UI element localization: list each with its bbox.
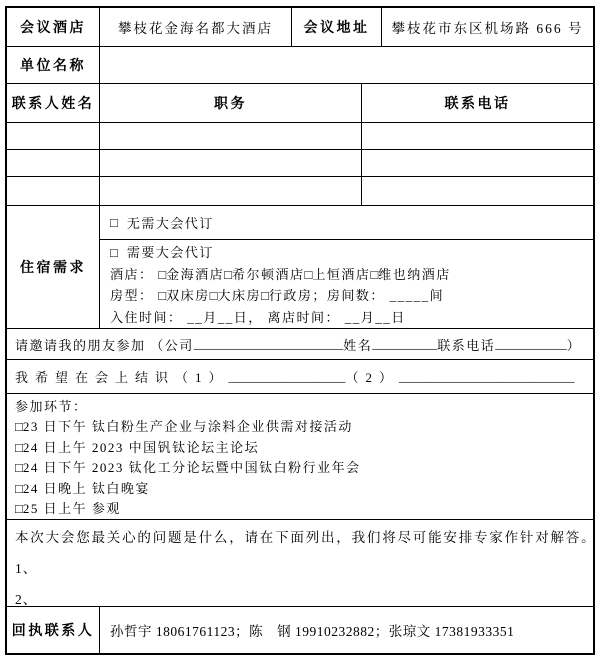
accommodation-options xyxy=(100,206,593,328)
accommodation-row xyxy=(7,206,593,329)
checkbox-icon[interactable]: □ xyxy=(304,266,313,282)
meet-second-label: （2） xyxy=(345,370,400,385)
participation-title: 参加环节： xyxy=(15,399,88,414)
participation-item[interactable] xyxy=(15,499,593,519)
contact-name-cell[interactable] xyxy=(7,123,100,149)
participation-item[interactable] xyxy=(15,417,593,437)
close-paren: ） xyxy=(566,337,582,353)
company-blank[interactable]: _______________________ xyxy=(193,336,344,351)
participation-item-label: 24 日晚上 钛白晚宴 xyxy=(22,480,150,496)
company-row xyxy=(7,47,593,84)
participation-item-label: 23 日下午 钛白粉生产企业与涂料企业供需对接活动 xyxy=(22,419,353,435)
hotel-options-prefix: 酒店： xyxy=(110,266,159,282)
friend-name-label: 姓名 xyxy=(343,337,373,353)
hotel-option-label: 希尔顿酒店 xyxy=(232,266,305,282)
friend-phone-label: 联系电话 xyxy=(437,337,496,353)
checkbox-icon[interactable]: □ xyxy=(15,419,23,435)
contact-title-cell[interactable] xyxy=(100,177,362,205)
hotel-option-label: 维也纳酒店 xyxy=(378,266,451,282)
contact-phone-cell[interactable] xyxy=(362,123,593,149)
no-booking-label: 无需大会代订 xyxy=(126,216,214,231)
room-option-label: 双床房 xyxy=(166,288,210,303)
address-label: 会议地址 xyxy=(292,8,382,46)
reply-contact-label: 回执联系人 xyxy=(7,607,100,653)
company-label: 单位名称 xyxy=(7,47,100,83)
hotel-name: 攀枝花金海名都大酒店 xyxy=(100,8,292,46)
checkbox-icon[interactable]: □ xyxy=(224,266,232,282)
need-booking-label: 需要大会代订 xyxy=(126,245,214,260)
checkin-dates-line[interactable]: 入住时间： __月__日， 离店时间： __月__日 xyxy=(110,309,406,325)
meet-blank-1[interactable]: __________________ xyxy=(228,368,346,384)
room-count-blank[interactable]: ；房间数： _____间 xyxy=(312,288,445,303)
no-booking-option[interactable] xyxy=(100,206,593,240)
company-value-cell[interactable] xyxy=(100,47,593,83)
checkbox-icon[interactable]: □ xyxy=(15,439,23,455)
friend-name-blank[interactable]: __________ xyxy=(372,336,438,351)
participation-item[interactable] xyxy=(15,479,593,499)
participation-item-label: 25 日上午 参观 xyxy=(22,501,121,517)
reply-contact-row xyxy=(7,607,593,653)
contact-header-row xyxy=(7,84,593,123)
room-type-line xyxy=(110,285,593,307)
contact-phone-header: 联系电话 xyxy=(444,97,511,112)
room-option-label: 大床房 xyxy=(217,288,262,303)
checkbox-icon[interactable]: □ xyxy=(110,245,118,260)
checkbox-icon[interactable]: □ xyxy=(209,288,218,303)
contact-name-cell[interactable] xyxy=(7,150,100,176)
need-booking-option[interactable] xyxy=(110,242,593,264)
hotel-option-label: 上恒酒店 xyxy=(312,266,371,282)
registration-form-table xyxy=(5,6,595,655)
contact-title-cell[interactable] xyxy=(100,150,362,176)
participation-item[interactable] xyxy=(15,458,593,478)
contact-row xyxy=(7,177,593,206)
meet-blank-2[interactable]: ___________________________ xyxy=(399,368,575,384)
contact-name-cell[interactable] xyxy=(7,177,100,205)
question-line-2[interactable]: 2、 xyxy=(15,592,38,607)
contact-row xyxy=(7,123,593,150)
address-value: 攀枝花市东区机场路 666 号 xyxy=(391,21,584,36)
checkbox-icon[interactable]: □ xyxy=(261,288,269,303)
checkbox-icon[interactable]: □ xyxy=(158,288,167,303)
room-option-label: 行政房 xyxy=(268,288,313,303)
contact-title-cell[interactable] xyxy=(100,123,362,149)
question-line-1[interactable]: 1、 xyxy=(15,561,38,576)
contact-phone-cell[interactable] xyxy=(362,150,593,176)
checkbox-icon[interactable]: □ xyxy=(15,460,23,476)
participation-item-label: 24 日下午 2023 钛化工分论坛暨中国钛白粉行业年会 xyxy=(22,460,361,476)
meet-row xyxy=(7,360,593,394)
hotel-options-line xyxy=(110,264,593,286)
checkbox-icon[interactable]: □ xyxy=(110,214,118,230)
hotel-address-row xyxy=(7,8,593,47)
contact-phone-cell[interactable] xyxy=(362,177,593,205)
room-type-prefix: 房型： xyxy=(110,288,159,303)
participation-row xyxy=(7,394,593,520)
checkbox-icon[interactable]: □ xyxy=(15,480,23,496)
contact-row xyxy=(7,150,593,177)
question-intro: 本次大会您最关心的问题是什么，请在下面列出，我们将尽可能安排专家作针对解答。 xyxy=(15,530,597,545)
checkbox-icon[interactable]: □ xyxy=(15,501,23,517)
hotel-option-label: 金海酒店 xyxy=(166,266,225,282)
invite-friend-row xyxy=(7,329,593,360)
contact-title-header: 职务 xyxy=(100,84,362,122)
questions-row xyxy=(7,520,597,607)
participation-item[interactable] xyxy=(15,438,593,458)
friend-phone-blank[interactable]: ___________ xyxy=(495,336,567,351)
accommodation-label: 住宿需求 xyxy=(7,206,100,328)
checkbox-icon[interactable]: □ xyxy=(158,266,167,282)
meet-lead: 我希望在会上结识（1） xyxy=(15,370,229,385)
participation-item-label: 24 日上午 2023 中国钒钛论坛主论坛 xyxy=(22,439,260,455)
invite-lead: 请邀请我的朋友参加 （公司 xyxy=(15,337,194,353)
contact-name-header: 联系人姓名 xyxy=(7,84,100,122)
need-booking-block xyxy=(100,240,593,328)
hotel-label: 会议酒店 xyxy=(7,8,100,46)
checkbox-icon[interactable]: □ xyxy=(370,266,379,282)
reply-contacts-value: 孙哲宇 18061761123；陈 钢 19910232882；张琼文 17381933351 xyxy=(110,624,515,639)
